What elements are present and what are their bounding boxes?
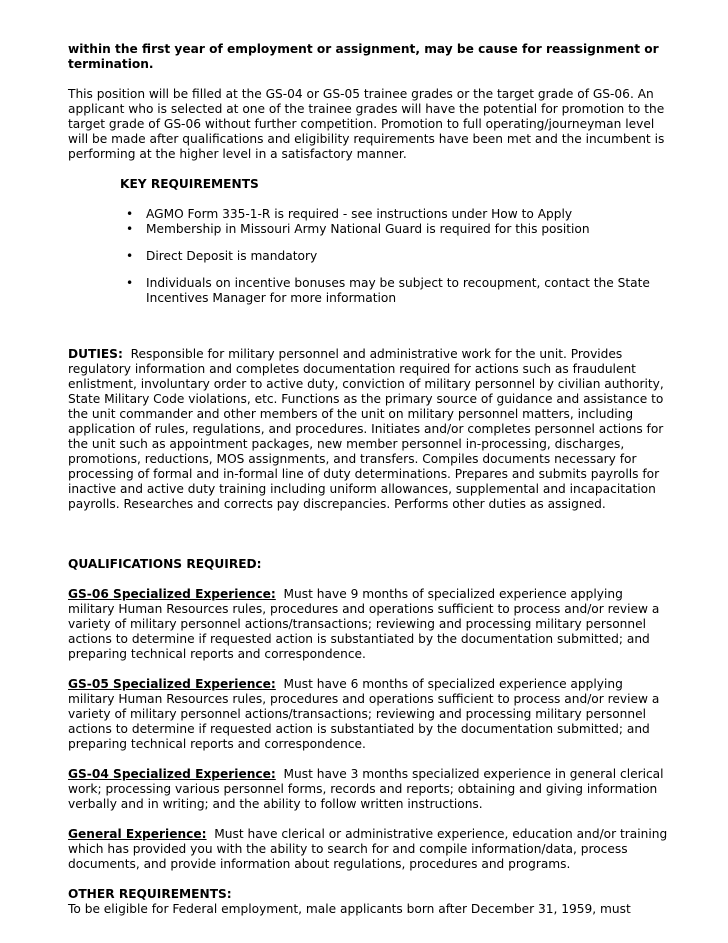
bullet-icon: • [126, 249, 134, 263]
requirement-item [68, 207, 668, 222]
duties-text: Responsible for military personnel and administrative work for the unit. Provides regulatory information and completes documentation required for actions such as fraudulent enlistment, involuntary order to active duty, conviction of military personnel by civilian authority, State Military Code violations, etc. Functions as the primary source of guidance and assistance to the unit commander and other members of the unit on military personnel matters, including application of rules, regulations, and procedures. Initiates and/or completes personnel actions for the unit such as appointment packages, new member personnel in-processing, discharges, promotions, reductions, MOS assignments, and transfers. Compiles documents necessary for processing of formal and in-formal line of duty determinations. Prepares and submits payrolls for inactive and active duty training including uniform allowances, supplemental and incapacitation payrolls. Researches and corrects pay discrepancies. Performs other duties as assigned. [68, 347, 664, 511]
bullet-icon: • [126, 222, 134, 236]
position-paragraph: This position will be filled at the GS-04 or GS-05 trainee grades or the target grade of GS-06. An applicant who is selected at one of the trainee grades will have the potential for promotion to the target grade of GS-06 without further competition. Promotion to full operating/journeyman level will be made after qualifications and eligibility requirements have been met and the incumbent is performing at the higher level in a satisfactory manner. [68, 87, 665, 161]
requirement-text: Individuals on incentive bonuses may be subject to recoupment, contact the State Incentives Manager for more information [146, 276, 650, 305]
bullet-icon: • [126, 276, 134, 290]
gs06-paragraph [68, 587, 668, 662]
gs06-text: Must have 9 months of specialized experience applying military Human Resources rules, procedures and operations sufficient to process and/or review a variety of military personnel actions/transactions; reviewing and processing military personnel actions to determine if requested action is substantiated by the documentation submitted; and preparing technical reports and correspondence. [68, 587, 660, 661]
gs05-text: Must have 6 months of specialized experience applying military Human Resources rules, procedures and operations sufficient to process and/or review a variety of military personnel actions/transactions; reviewing and processing military personnel actions to determine if requested action is substantiated by the documentation submitted; and preparing technical reports and correspondence. [68, 677, 660, 751]
gs05-label: GS-05 Specialized Experience: [68, 677, 276, 691]
requirement-item [68, 276, 668, 306]
requirement-item [68, 222, 668, 237]
general-experience-paragraph [68, 827, 668, 872]
key-requirements-heading: KEY REQUIREMENTS [120, 177, 259, 191]
duties-paragraph [68, 347, 668, 512]
intro-continuation: within the first year of employment or assignment, may be cause for reassignment or termination. [68, 42, 659, 71]
list-spacer [68, 264, 668, 276]
gs04-paragraph [68, 767, 668, 812]
key-requirements-list [68, 207, 668, 306]
requirement-text: Direct Deposit is mandatory [146, 249, 318, 263]
other-requirements-text: To be eligible for Federal employment, male applicants born after December 31, 1959, must [68, 902, 631, 916]
requirement-item [68, 249, 668, 264]
gs04-label: GS-04 Specialized Experience: [68, 767, 276, 781]
other-requirements-heading: OTHER REQUIREMENTS: [68, 887, 232, 901]
requirement-text: Membership in Missouri Army National Guard is required for this position [146, 222, 590, 236]
section-spacer [68, 306, 668, 347]
requirement-text: AGMO Form 335-1-R is required - see instructions under How to Apply [146, 207, 573, 221]
bullet-icon: • [126, 207, 134, 221]
gs06-label: GS-06 Specialized Experience: [68, 587, 276, 601]
gs04-text: Must have 3 months specialized experience in general clerical work; processing various personnel forms, records and reports; obtaining and giving information verbally and in writing; and the ability to follow written instructions. [68, 767, 664, 811]
general-experience-text: Must have clerical or administrative experience, education and/or training which has provided you with the ability to search for and compile information/data, process documents, and provide information about regulations, procedures and programs. [68, 827, 668, 871]
document-page [68, 42, 668, 917]
qualifications-heading: QUALIFICATIONS REQUIRED: [68, 557, 262, 571]
list-spacer [68, 237, 668, 249]
gs05-paragraph [68, 677, 668, 752]
section-spacer [68, 527, 668, 557]
general-experience-label: General Experience: [68, 827, 207, 841]
duties-label: DUTIES: [68, 347, 123, 361]
